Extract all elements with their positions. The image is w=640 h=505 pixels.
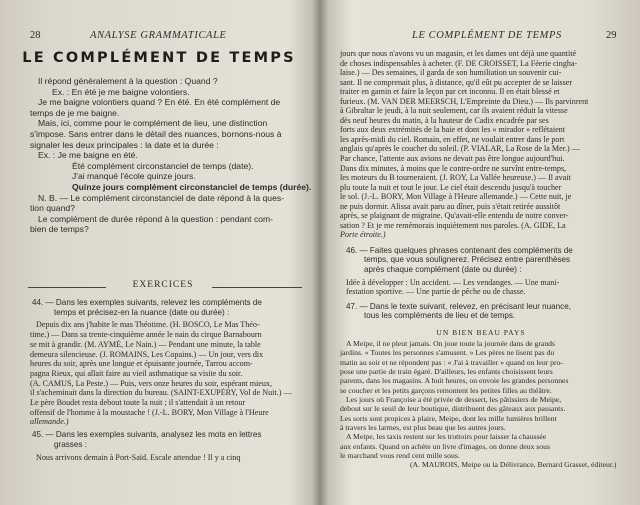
body-line: forts aux deux extrémités de la baie et dont les « mirador » reflétaient xyxy=(340,125,565,135)
body-line: de choses indispensables à acheter. (F. DE CROISSET, La Féerie cingha- xyxy=(340,58,578,68)
story-line: se coucher et les petits garçons remontent les petites filles au théâtre. xyxy=(340,385,552,395)
exercise-line: time.) — Dans sa trente-cinquième année le nain du cirque Barnabourn xyxy=(30,330,262,340)
exercise-line: 44. — Dans les exemples suivants, relevez les compléments de xyxy=(32,298,262,307)
body-line: les après-midi du ciel. Romain, en effet, ne voulait entrer dans le port xyxy=(340,134,565,144)
story-line: le marchand vous rend cent mille sous. xyxy=(340,451,460,461)
exercise-line: grasses : xyxy=(54,439,87,449)
exercises-heading: EXERCICES xyxy=(132,280,194,290)
lesson-line: Été complément circonstanciel de temps (date). xyxy=(72,160,254,171)
body-line: le sol. (J.-L. BORY, Mon Village à l'Heure allemande.) — Cette nuit, je xyxy=(340,192,572,202)
lesson-line: s'impose. Sans entrer dans le détail des nuances, bornons-nous à xyxy=(30,128,282,139)
exercise-line: demeura silencieuse. (J. ROMAINS, Les Copains.) — Un jour, vers dix xyxy=(30,349,264,359)
story-line: pose une partie de train égaré. D'ailleurs, les enfants choisissent leurs xyxy=(340,367,553,377)
body-line: jours que nous n'avons vu un magasin, et les dames ont déjà une quantité xyxy=(340,49,577,58)
exercise-line: pagna Rieux, qui allait faire au vieil asthmatique sa visite du soir. xyxy=(30,368,243,378)
lesson-line: temps de je me baigne. xyxy=(30,107,120,118)
exercise-line: allemande.) xyxy=(30,417,69,427)
left-running-title: ANALYSE GRAMMATICALE xyxy=(90,30,227,41)
body-line: plu toute la nuit et tout le jour. Le ciel était descendu jusqu'à toucher xyxy=(340,182,562,192)
story-line: matin au soir et ne répondent pas : « J'ai à travailler » quand on leur pro- xyxy=(340,357,563,367)
body-line: à Gibraltar le jeudi, à la nuit seulement, car ils avaient réduit la vitesse xyxy=(340,106,568,116)
story-line: à travers les larmes, est plus beau que les autres jours. xyxy=(340,423,506,433)
body-line: furieux. (M. VAN DER MEERSCH, L'Empreinte du Dieu.) — Ils parvinrent xyxy=(340,96,589,106)
left-page xyxy=(0,0,318,505)
exercise-line: temps et précisez-en la nuance (date ou durée) : xyxy=(54,307,230,317)
exercise-line: offensif de l'homme à la moustache ! (J.-L. BORY, Mon Village à l'Heure xyxy=(30,407,269,417)
exercises-text xyxy=(30,298,292,462)
story-text xyxy=(340,339,616,470)
body-line: les moteurs du B tourneraient. (J. ROY, La Vallée heureuse.) — Il avait xyxy=(340,173,571,183)
lesson-line: Il répond généralement à la question : Quand ? xyxy=(38,76,218,86)
body-line: sant. Il ne comprenait plus, à distance, qu'il eût pu accepter de se laisser xyxy=(340,77,573,87)
story-line: jardins. « Toutes les personnes s'amusent. » Les pères ne lisent pas du xyxy=(340,348,555,358)
story-line: debout sur le seuil de leur boutique, distribuent des gâteaux aux passants. xyxy=(340,404,566,414)
left-page-number: 28 xyxy=(30,30,41,41)
right-running-title: LE COMPLÉMENT DE TEMPS xyxy=(412,30,562,41)
body-line: dès neuf heures du matin, à la hauteur de Cadix encadrée par ses xyxy=(340,115,549,125)
exercise-line: (A. CAMUS, La Peste.) — Puis, vers onze heures du soir, espérant mieux, xyxy=(30,378,273,388)
exercise-46-line: festation sportive. — Une partie de pêche ou de chasse. xyxy=(346,287,526,297)
exercise-line: heures du soir, après une longue et épuisante journée, Tarrou accom- xyxy=(30,359,253,369)
lesson-line: Mais, ici, comme pour le complément de lieu, une distinction xyxy=(38,118,268,129)
exercises-rule-right xyxy=(212,287,302,288)
exercise-line: il s'acheminait dans la direction du bureau. (SAINT-EXUPÉRY, Vol de Nuit.) — xyxy=(30,388,292,398)
body-line: traiter en gamin et faire la leçon par cet inconnu. Il en était blessé et xyxy=(340,87,560,97)
exercise-46-line: Idée à développer : Un accident. — Les vendanges. — Une mani- xyxy=(346,277,560,287)
lesson-text xyxy=(30,76,311,235)
page-title: LE COMPLÉMENT DE TEMPS xyxy=(22,50,296,66)
right-page-number: 29 xyxy=(606,30,617,41)
lesson-line: Je me baigne volontiers quand ? En été. En été complément de xyxy=(38,97,281,108)
lesson-line: Quinze jours complément circonstanciel de temps (durée). xyxy=(72,181,312,192)
body-line: Dans dix minutes, à moins que le contre-ordre ne survînt entre-temps, xyxy=(340,163,567,173)
body-line: après, se plaignant de migraine. Qu'avait-elle entendu de notre conver- xyxy=(340,211,569,221)
body-line: Par chance, l'attente aux avions ne devait pas être longue aujourd'hui. xyxy=(340,154,565,164)
story-line: parents, dans les magasins. A huit heures, on envoie les grandes personnes xyxy=(340,376,569,386)
story-line: Les jours où Françoise a été privée de dessert, les pâtissiers de Meipe, xyxy=(346,395,562,405)
story-line: A Meipe, il ne pleut jamais. On joue toute la journée dans de grands xyxy=(346,339,556,348)
exercise-line: Depuis dix ans j'habite le mas Théotime. (H. BOSCO, Le Mas Théo- xyxy=(36,320,260,330)
body-line: Porte étroite.) xyxy=(340,230,386,240)
exercise-line: Nous arrivons demain à Port-Saïd. Escale attendue ! Il y a cinq xyxy=(36,452,241,462)
nota-bene-line: tion quand? xyxy=(30,203,75,214)
story-line: A Meipe, les taxis restent sur les trottoirs pour laisser la chaussée xyxy=(346,432,547,442)
exercise-47-line: tous les compléments de lieu et de temps. xyxy=(364,311,516,321)
exercise-46-line: temps, que vous soulignerez. Précisez entre parenthèses xyxy=(364,255,571,265)
exercise-line: 45. — Dans les exemples suivants, analysez les mots en lettres xyxy=(32,430,262,440)
exercise-line: Le père Boudet resta debout toute la nuit ; il s'attendait à un retour xyxy=(30,398,246,408)
lesson-line: J'ai manqué l'école quinze jours. xyxy=(72,171,196,182)
exercise-46-line: 46. — Faites quelques phrases contenant des compléments de xyxy=(346,245,573,255)
exercise-47-line: 47. — Dans le texte suivant, relevez, en précisant leur nuance, xyxy=(346,301,571,311)
right-body-text xyxy=(340,49,588,321)
nota-bene-line: Le complément de durée répond à la question : pendant com- xyxy=(38,213,274,224)
body-line: ne puis dormir. Alissa avait paru au dîner, puis s'était retirée aussitôt xyxy=(340,201,561,211)
story-line: Les sorts sont propices à plaire, Meipe, dont les mille lumières brillent xyxy=(340,413,557,423)
exercise-46-line: après chaque complément (date ou durée) : xyxy=(364,265,522,275)
body-line: anglais qu'après le coucher du soleil. (P. VIALAR, La Rose de la Mer.) — xyxy=(340,144,580,154)
body-line: sation ? Et je me remémorais inquiètement nos paroles. (A. GIDE, La xyxy=(340,220,566,230)
body-line: laise.) — Des semaines, il garda de son humiliation un souvenir cui- xyxy=(340,68,562,78)
nota-bene-line: N. B. — Le complément circonstanciel de date répond à la ques- xyxy=(38,192,285,203)
right-page xyxy=(322,0,640,505)
story-attribution: (A. MAUROIS, Meipe ou la Délivrance, Bernard Grasset, éditeur.) xyxy=(410,460,617,470)
lesson-line: Ex. : En été je me baigne volontiers. xyxy=(52,86,190,97)
lesson-line: Ex. : Je me baigne en été. xyxy=(38,150,138,161)
story-title: UN BIEN BEAU PAYS xyxy=(436,328,526,337)
nota-bene-line: bien de temps? xyxy=(30,224,89,235)
story-line: aux enfants. Quand on achète un livre d'images, on donne deux sous xyxy=(340,441,550,451)
exercise-line: se mit à grandir. (M. AYMÉ, Le Nain.) — Pendant une minute, la table xyxy=(30,339,261,349)
lesson-line: signaler les deux principales : la date et la durée : xyxy=(30,139,219,150)
